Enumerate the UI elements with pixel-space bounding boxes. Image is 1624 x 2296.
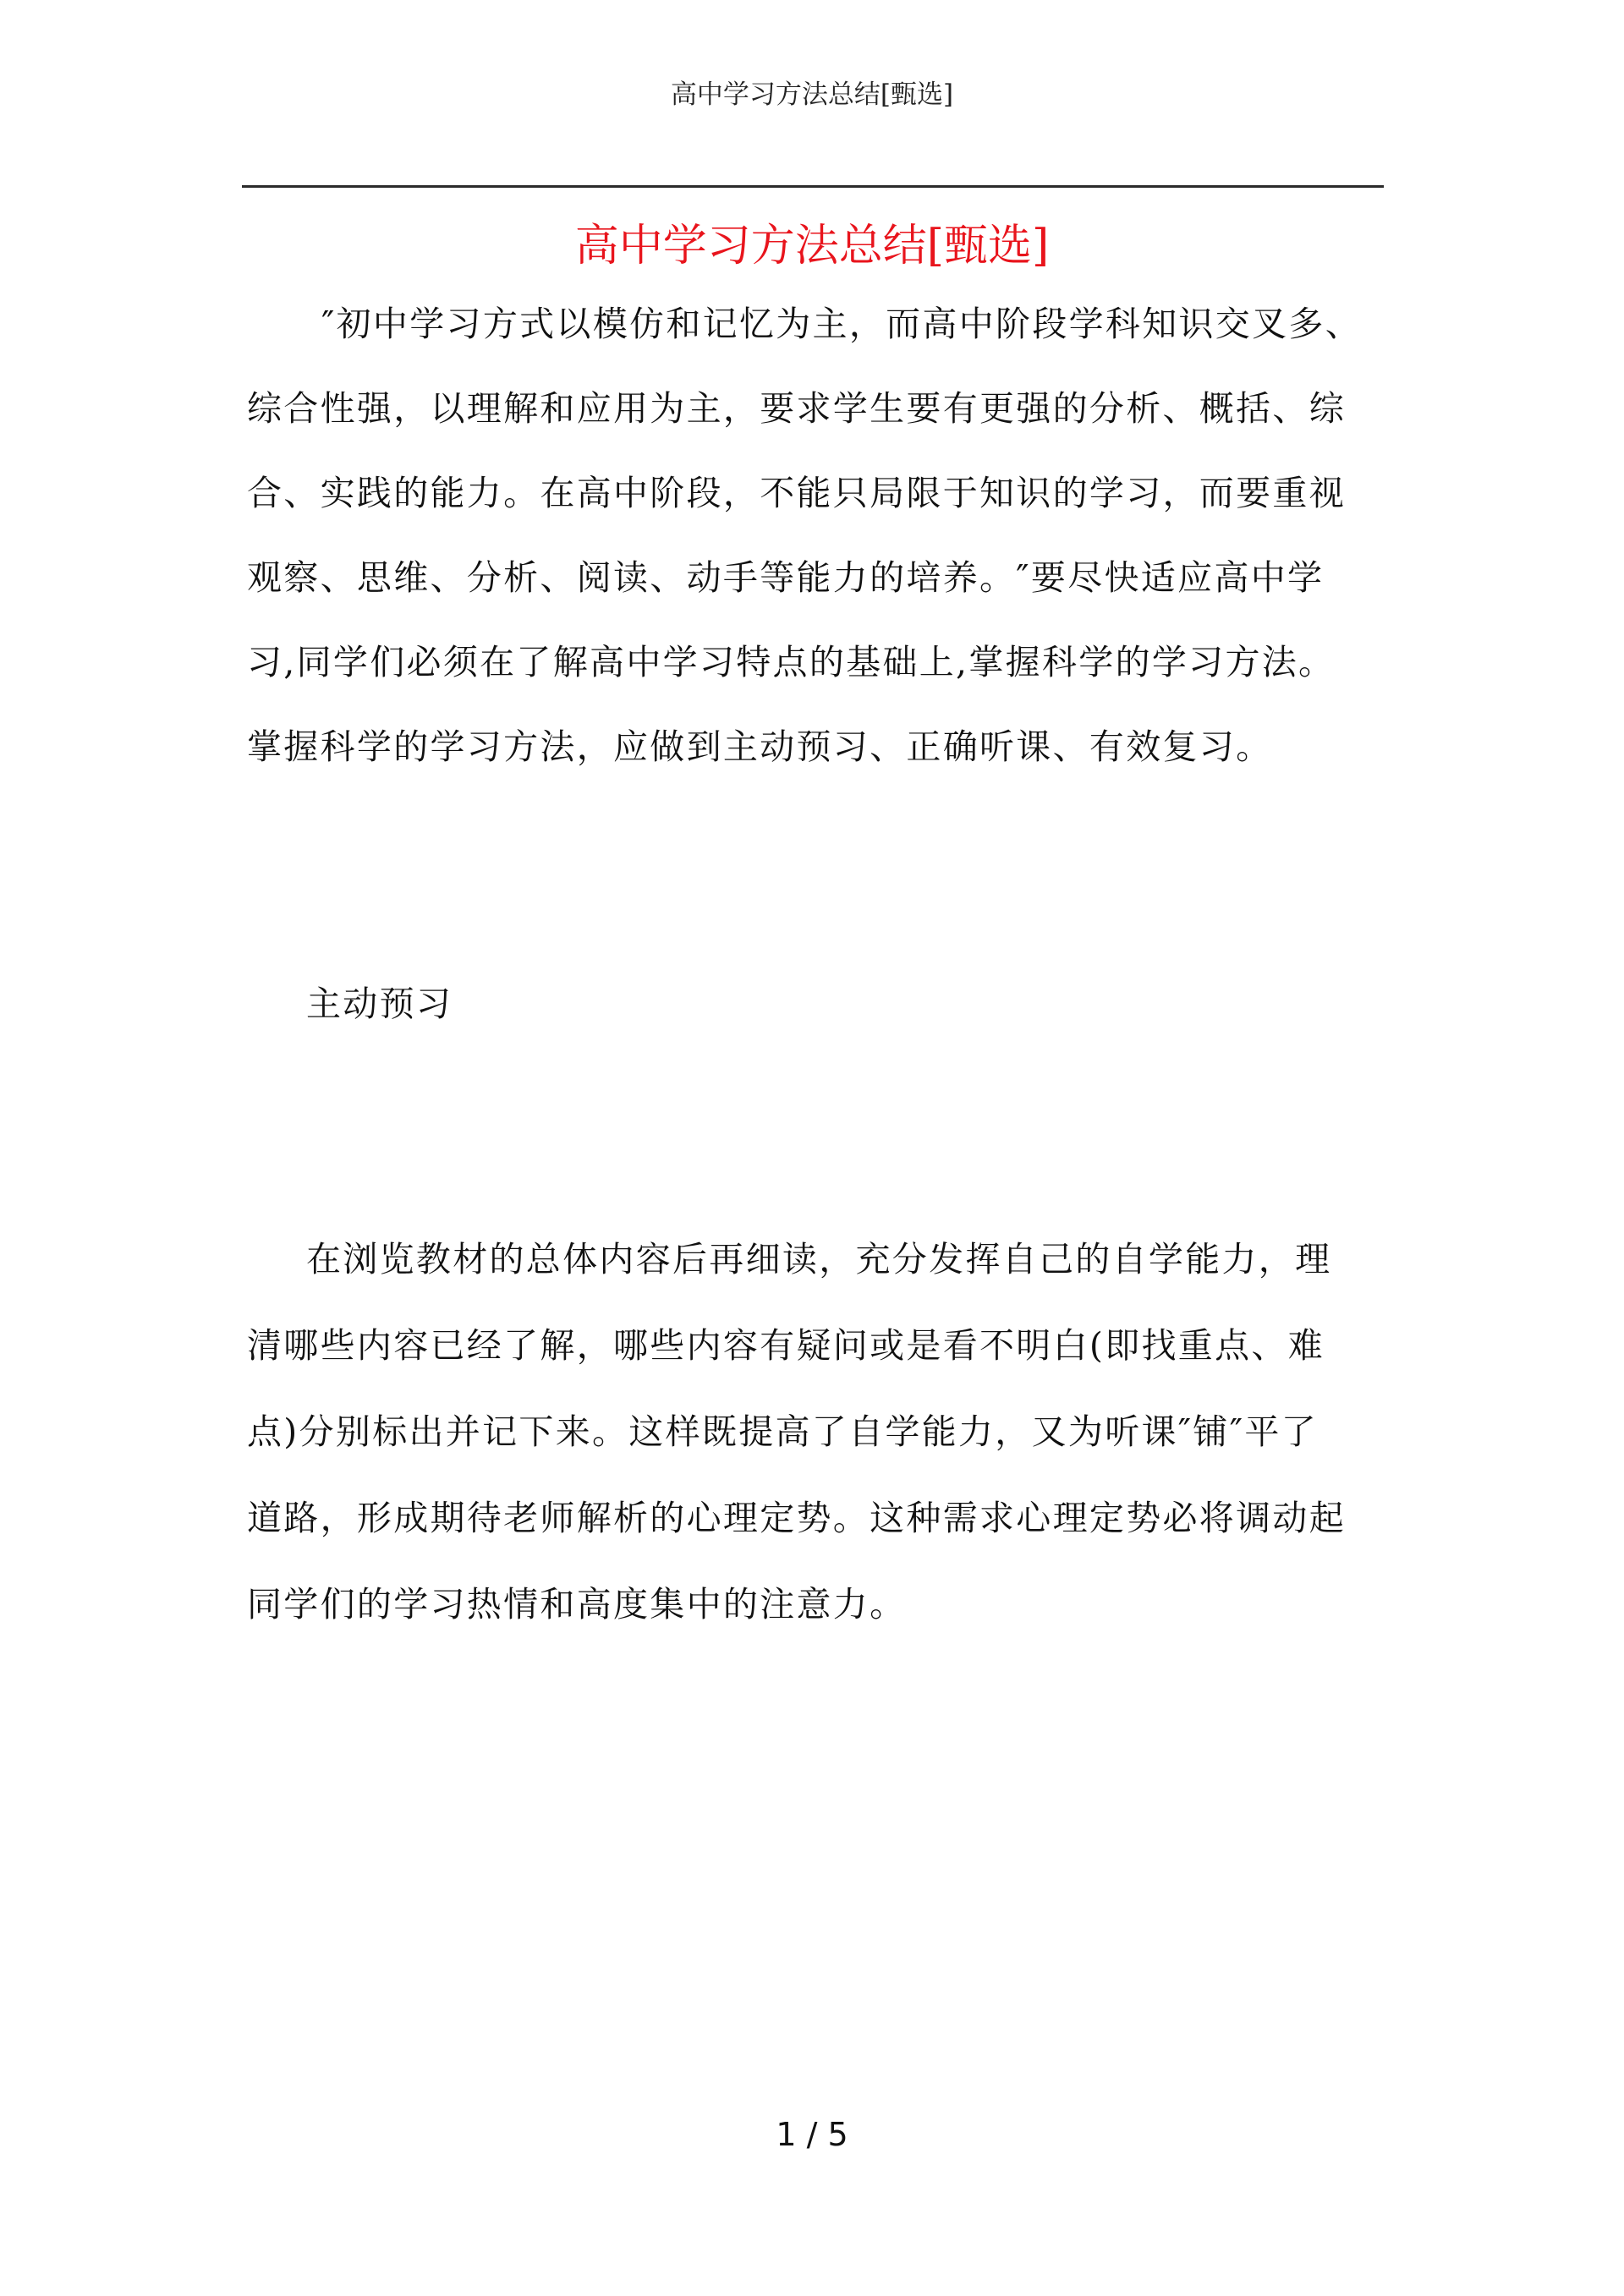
- paragraph-line: 掌握科学的学习方法，应做到主动预习、正确听课、有效复习。: [247, 726, 1273, 767]
- paragraph-line: 合、实践的能力。在高中阶段，不能只局限于知识的学习，而要重视: [247, 473, 1346, 513]
- paragraph-line: 同学们的学习热情和高度集中的注意力。: [247, 1584, 907, 1625]
- paragraph-line: 在浏览教材的总体内容后再细读，充分发挥自己的自学能力，理: [306, 1239, 1332, 1280]
- paragraph-line: 道路，形成期待老师解析的心理定势。这种需求心理定势必将调动起: [247, 1498, 1346, 1538]
- page-number: 1 / 5: [776, 2116, 848, 2153]
- running-header: 高中学习方法总结[甄选]: [670, 79, 954, 110]
- section-heading: 主动预习: [306, 984, 453, 1024]
- paragraph-line: 综合性强，以理解和应用为主，要求学生要有更强的分析、概括、综: [247, 388, 1346, 429]
- paragraph-line: 清哪些内容已经了解，哪些内容有疑问或是看不明白(即找重点、难: [247, 1325, 1325, 1366]
- paragraph-line: 观察、思维、分析、阅读、动手等能力的培养。″要尽快适应高中学: [247, 557, 1325, 598]
- document-title: 高中学习方法总结[甄选]: [574, 221, 1050, 271]
- paragraph-line: 习,同学们必须在了解高中学习特点的基础上,掌握科学的学习方法。: [247, 642, 1336, 682]
- paragraph-line: ″初中学习方式以模仿和记忆为主，而高中阶段学科知识交叉多、: [321, 304, 1363, 344]
- paragraph-line: 点)分别标出并记下来。这样既提高了自学能力，又为听课″铺″平了: [247, 1411, 1318, 1452]
- header-divider: [242, 185, 1384, 188]
